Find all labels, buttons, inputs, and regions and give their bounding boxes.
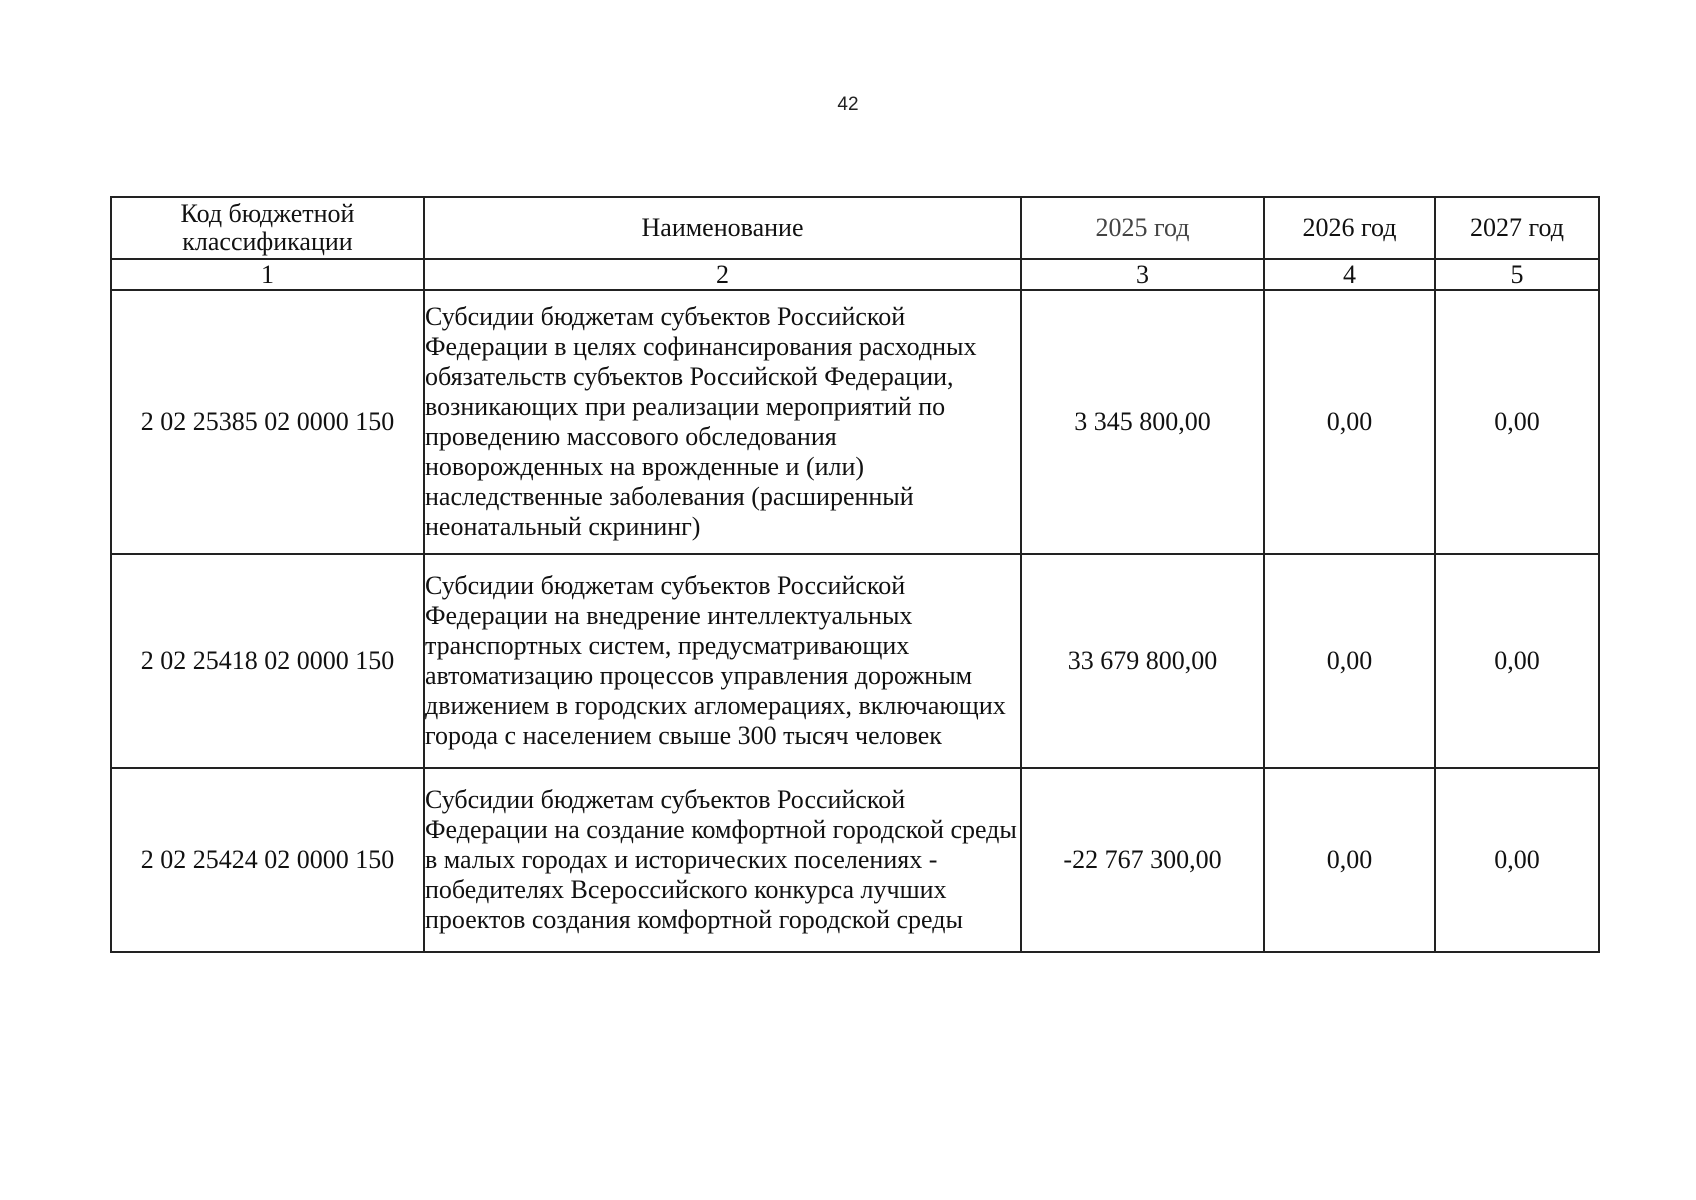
amount-2027-cell: 0,00 [1435, 290, 1599, 554]
amount-2026-cell: 0,00 [1264, 290, 1435, 554]
column-number-row [111, 259, 1599, 290]
header-2026: 2026 год [1264, 197, 1435, 259]
amount-2027-cell: 0,00 [1435, 768, 1599, 952]
amount-2027-cell: 0,00 [1435, 554, 1599, 768]
header-name: Наименование [424, 197, 1021, 259]
budget-code-cell: 2 02 25385 02 0000 150 [111, 290, 424, 554]
page-number: 42 [837, 94, 859, 115]
table-row [111, 768, 1599, 952]
budget-table [110, 196, 1600, 953]
name-cell: Субсидии бюджетам субъектов Российской Федерации в целях софинансирования расходных обязательств субъектов Российской Федерации, возникающих при реализации мероприятий по проведению массового обследования новорожденных на врожденные и (или) наследственные заболевания (расширенный неонатальный скрининг) [424, 290, 1021, 554]
name-cell: Субсидии бюджетам субъектов Российской Федерации на внедрение интеллектуальных транспортных систем, предусматривающих автоматизацию процессов управления дорожным движением в городских агломерациях, включающих города с населением свыше 300 тысяч человек [424, 554, 1021, 768]
table-row [111, 554, 1599, 768]
table-header-row [111, 197, 1599, 259]
budget-code-cell: 2 02 25418 02 0000 150 [111, 554, 424, 768]
budget-code-cell: 2 02 25424 02 0000 150 [111, 768, 424, 952]
column-number: 3 [1021, 259, 1264, 290]
amount-2025-cell: 3 345 800,00 [1021, 290, 1264, 554]
name-cell: Субсидии бюджетам субъектов Российской Федерации на создание комфортной городской среды в малых городах и исторических поселениях - победителях Всероссийского конкурса лучших проектов создания комфортной городской среды [424, 768, 1021, 952]
column-number: 1 [111, 259, 424, 290]
column-number: 2 [424, 259, 1021, 290]
column-number: 4 [1264, 259, 1435, 290]
amount-2026-cell: 0,00 [1264, 768, 1435, 952]
amount-2025-cell: 33 679 800,00 [1021, 554, 1264, 768]
column-number: 5 [1435, 259, 1599, 290]
header-code: Код бюджетной классификации [111, 197, 424, 259]
amount-2025-cell: -22 767 300,00 [1021, 768, 1264, 952]
amount-2026-cell: 0,00 [1264, 554, 1435, 768]
header-2027: 2027 год [1435, 197, 1599, 259]
table-row [111, 290, 1599, 554]
header-2025: 2025 год [1021, 197, 1264, 259]
